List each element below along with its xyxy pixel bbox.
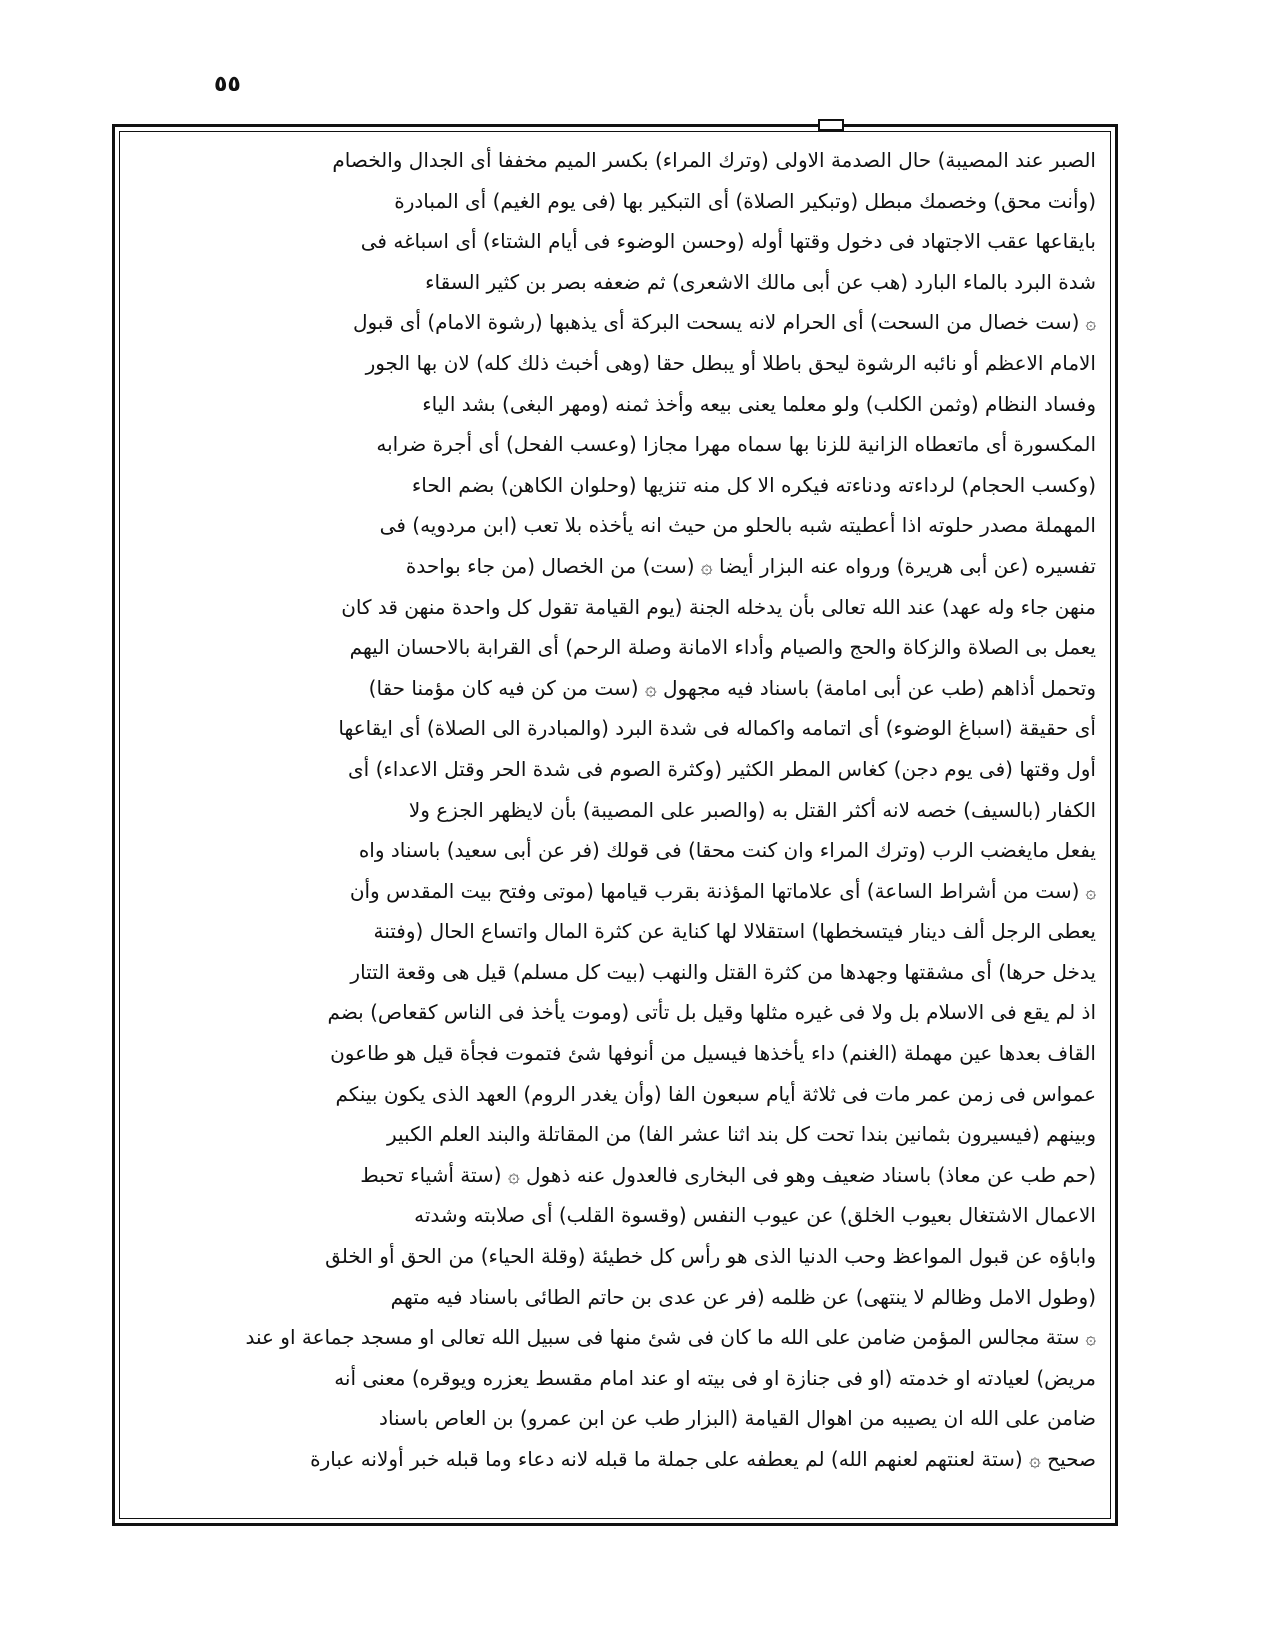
text-line <box>134 871 1096 912</box>
line-text: (وأنت محق) وخصمك مبطل (وتبكير الصلاة) أى التبكير بها (فى يوم الغيم) أى المبادرة <box>394 188 1096 213</box>
line-text: المهملة مصدر حلوته اذا أعطيته شبه بالحلو من حيث انه يأخذه بلا تعب (ابن مردويه) فى <box>379 513 1096 538</box>
line-text: وتحمل أذاهم (طب عن أبى امامة) باسناد فيه مجهول ۞ (ست من كن فيه كان مؤمنا حقا) <box>368 675 1096 700</box>
text-line <box>134 1439 1096 1480</box>
line-text: عمواس فى زمن عمر مات فى ثلاثة أيام سبعون الفا (وأن يغدر الروم) العهد الذى يكون بينكم <box>335 1081 1096 1106</box>
line-text: وفساد النظام (وثمن الكلب) ولو معلما يعنى بيعه وأخذ ثمنه (ومهر البغى) بشد الياء <box>422 391 1096 416</box>
line-text: صحيح ۞ (ستة لعنتهم لعنهم الله) لم يعطفه على جملة ما قبله لانه دعاء وما قبله خبر أولانه عبارة <box>310 1447 1096 1471</box>
text-line <box>134 262 1096 303</box>
line-text: مريض) لعيادته او خدمته (او فى جنازة او فى بيته او عند امام مقسط يعزره ويوقره) معنى أنه <box>334 1365 1096 1390</box>
page-number: ٥٥ <box>214 72 241 97</box>
text-line <box>134 1236 1096 1277</box>
section-marker-icon: ۞ <box>1085 881 1096 903</box>
text-line <box>134 1114 1096 1155</box>
line-text: الصبر عند المصيبة) حال الصدمة الاولى (وترك المراء) بكسر الميم مخففا أى الجدال والخصام <box>332 148 1096 172</box>
text-line <box>134 1074 1096 1115</box>
line-text: (ست خصال من السحت) أى الحرام لانه يسحت البركة أى يذهبها (رشوة الامام) أى قبول <box>352 310 1080 335</box>
text-line <box>134 911 1096 952</box>
text-line <box>134 1033 1096 1074</box>
text-line <box>134 627 1096 668</box>
line-text: ستة مجالس المؤمن ضامن على الله ما كان فى شئ منها فى سبيل الله تعالى او مسجد جماعة او عند <box>245 1325 1080 1350</box>
line-text: يفعل مايغضب الرب (وترك المراء وان كنت محقا) فى قولك (فر عن أبى سعيد) باسناد واه <box>358 838 1096 863</box>
text-line <box>134 1317 1096 1358</box>
line-text: يعمل بى الصلاة والزكاة والحج والصيام وأداء الامانة وصلة الرحم) أى القرابة بالاحسان اليهم <box>349 635 1096 660</box>
line-text: (ست من أشراط الساعة) أى علاماتها المؤذنة بقرب قيامها (موتى وفتح بيت المقدس وأن <box>349 878 1080 903</box>
section-marker-icon: ۞ <box>1085 313 1096 335</box>
text-line <box>134 140 1096 181</box>
line-text: الاعمال الاشتغال بعيوب الخلق) عن عيوب النفس (وقسوة القلب) أى صلابته وشدته <box>414 1203 1096 1228</box>
text-line <box>134 343 1096 384</box>
text-line <box>134 587 1096 628</box>
text-line <box>134 830 1096 871</box>
line-text: يعطى الرجل ألف دينار فيتسخطها) استقلالا لها كناية عن كثرة المال واتساع الحال (وفتنة <box>373 919 1096 944</box>
line-text: منهن جاء وله عهد) عند الله تعالى بأن يدخله الجنة (يوم القيامة تقول كل واحدة منهن قد كان <box>341 594 1096 619</box>
section-marker-icon: ۞ <box>1085 1328 1096 1350</box>
line-text: وبينهم (فيسيرون بثمانين بندا تحت كل بند اثنا عشر الفا) من المقاتلة والبند العلم الكبير <box>386 1122 1096 1147</box>
text-line <box>134 546 1096 587</box>
text-line <box>134 992 1096 1033</box>
text-line <box>134 668 1096 709</box>
text-line <box>134 302 1096 343</box>
line-text: (وكسب الحجام) لرداءته ودناءته فيكره الا كل منه تنزيها (وحلوان الكاهن) بضم الحاء <box>411 472 1096 497</box>
line-text: الكفار (بالسيف) خصه لانه أكثر القتل به (والصبر على المصيبة) بأن لايظهر الجزع ولا <box>408 797 1096 822</box>
text-line <box>134 505 1096 546</box>
line-text: شدة البرد بالماء البارد (هب عن أبى مالك الاشعرى) ثم ضعفه بصر بن كثير السقاء <box>425 269 1096 294</box>
line-text: القاف بعدها عين مهملة (الغنم) داء يأخذها فيسيل من أنوفها شئ فتموت فجأة قيل هو طاعون <box>330 1041 1096 1066</box>
line-text: الامام الاعظم أو نائبه الرشوة ليحق باطلا أو يبطل حقا (وهى أخبث ذلك كله) لان بها الجور <box>365 350 1096 375</box>
text-line <box>134 749 1096 790</box>
line-text: تفسيره (عن أبى هريرة) ورواه عنه البزار أيضا ۞ (ست) من الخصال (من جاء بواحدة <box>405 553 1096 578</box>
line-text: أول وقتها (فى يوم دجن) كغاس المطر الكثير (وكثرة الصوم فى شدة الحر وقتل الاعداء) أى <box>348 756 1096 781</box>
text-line <box>134 181 1096 222</box>
text-line <box>134 1155 1096 1196</box>
text-line <box>134 384 1096 425</box>
text-line <box>134 1195 1096 1236</box>
line-text: (حم طب عن معاذ) باسناد ضعيف وهو فى البخارى فالعدول عنه ذهول ۞ (ستة أشياء تحبط <box>360 1162 1096 1187</box>
text-line <box>134 221 1096 262</box>
text-line <box>134 465 1096 506</box>
line-text: ضامن على الله ان يصيبه من اهوال القيامة (البزار طب عن ابن عمرو) بن العاص باسناد <box>379 1406 1096 1431</box>
body-text <box>134 140 1096 1512</box>
line-text: بايقاعها عقب الاجتهاد فى دخول وقتها أوله (وحسن الوضوء فى أيام الشتاء) أى اسباغه فى <box>360 229 1096 254</box>
line-text: المكسورة أى ماتعطاه الزانية للزنا بها سماه مهرا مجازا (وعسب الفحل) أى أجرة ضرابه <box>376 432 1096 457</box>
text-line <box>134 790 1096 831</box>
line-text: اذ لم يقع فى الاسلام بل ولا فى غيره مثلها وقيل بل تأتى (وموت يأخذ فى الناس كقعاص) بضم <box>327 1000 1096 1025</box>
line-text: واباؤه عن قبول المواعظ وحب الدنيا الذى هو رأس كل خطيئة (وقلة الحياء) من الحق أو الخلق <box>325 1244 1096 1269</box>
line-text: أى حقيقة (اسباغ الوضوء) أى اتمامه واكماله فى شدة البرد (والمبادرة الى الصلاة) أى ايقاعها <box>338 716 1096 741</box>
text-line <box>134 952 1096 993</box>
text-line <box>134 424 1096 465</box>
text-line <box>134 1277 1096 1318</box>
text-line <box>134 708 1096 749</box>
border-ornament <box>818 119 844 131</box>
text-line <box>134 1398 1096 1439</box>
line-text: يدخل حرها) أى مشقتها وجهدها من كثرة القتل والنهب (بيت كل مسلم) قيل هى وقعة التتار <box>350 959 1096 984</box>
text-line <box>134 1358 1096 1399</box>
line-text: (وطول الامل وظالم لا ينتهى) عن ظلمه (فر عن عدى بن حاتم الطائى باسناد فيه متهم <box>390 1284 1096 1309</box>
